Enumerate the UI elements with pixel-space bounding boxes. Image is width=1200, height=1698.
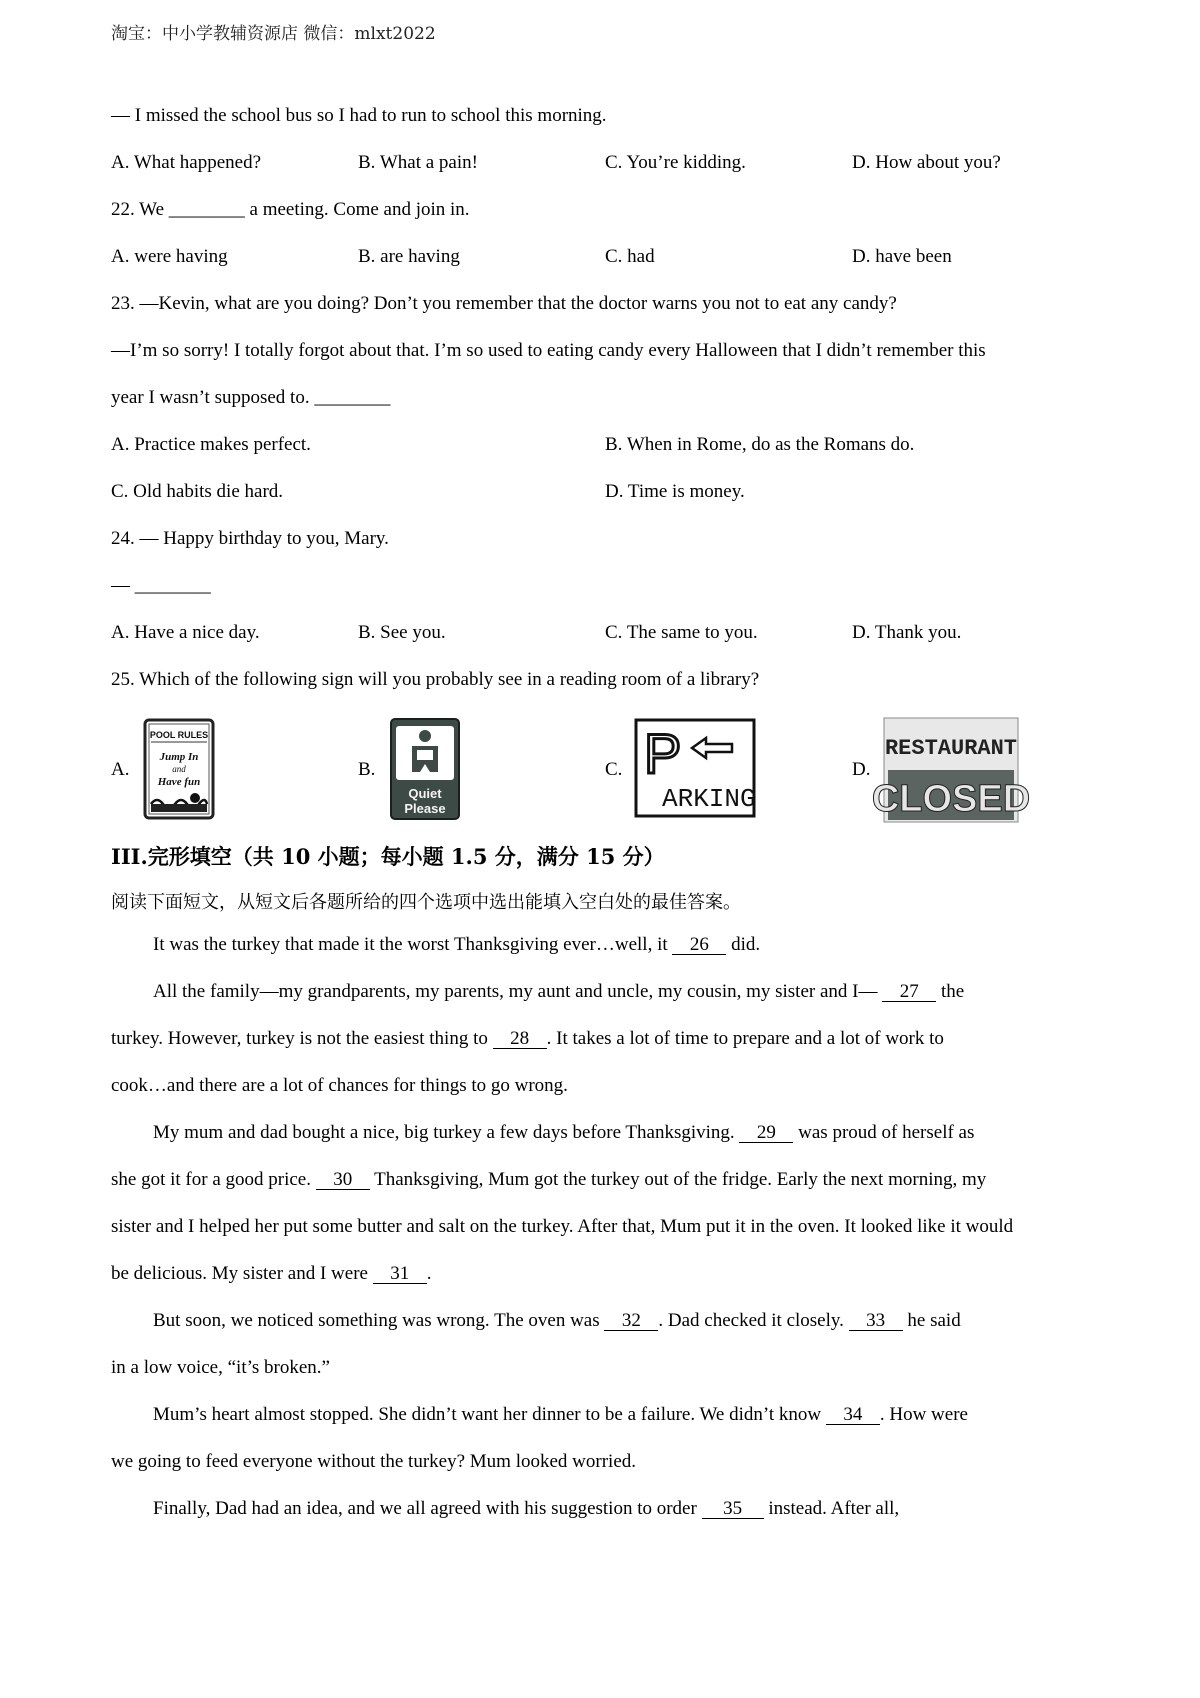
page-header: 淘宝：中小学教辅资源店 微信：mlxt2022	[111, 24, 436, 44]
q24-option-b: B. See you.	[358, 622, 446, 643]
passage-p3-line1	[153, 1122, 974, 1144]
q22-stem-before: 22. We	[111, 199, 169, 220]
passage-text: turkey. However, turkey is not the easiest thing to	[111, 1028, 493, 1049]
blank-29: 29	[739, 1124, 793, 1143]
passage-p3-line2	[111, 1169, 986, 1191]
passage-text: he said	[902, 1310, 961, 1331]
passage-p3-line4	[111, 1263, 431, 1285]
q21-option-c: C. You’re kidding.	[605, 152, 746, 173]
q24-option-c: C. The same to you.	[605, 622, 758, 643]
q22-option-c: C. had	[605, 246, 655, 267]
q24-option-a: A. Have a nice day.	[111, 622, 260, 643]
q25-label-d: D.	[852, 759, 871, 780]
passage-text: My mum and dad bought a nice, big turkey a few days before Thanksgiving.	[153, 1122, 740, 1143]
passage-p5-line1	[153, 1404, 968, 1426]
passage-text: All the family—my grandparents, my parents, my aunt and uncle, my cousin, my sister and I—	[153, 981, 883, 1002]
restaurant-sign-bottom: CLOSED	[871, 778, 1031, 820]
q22-blank: ________	[168, 199, 245, 220]
pool-sign-line2: and	[172, 764, 186, 774]
q23-option-c: C. Old habits die hard.	[111, 481, 284, 502]
passage-text: did.	[726, 934, 761, 955]
q23-option-a: A. Practice makes perfect.	[111, 434, 311, 455]
blank-33: 33	[849, 1312, 903, 1331]
passage-text: Mum’s heart almost stopped. She didn’t want her dinner to be a failure. We didn’t know	[153, 1404, 826, 1425]
passage-text: It was the turkey that made it the worst Thanksgiving ever…well, it	[153, 934, 673, 955]
blank-30: 30	[316, 1171, 370, 1190]
blank-35: 35	[702, 1500, 764, 1519]
q24-line1: 24. — Happy birthday to you, Mary.	[111, 528, 389, 549]
quiet-please-sign-image	[390, 718, 460, 820]
q23-option-b: B. When in Rome, do as the Romans do.	[605, 434, 915, 455]
q22-option-d: D. have been	[852, 246, 952, 267]
passage-text: Thanksgiving, Mum got the turkey out of the fridge. Early the next morning, my	[369, 1169, 987, 1190]
q25-label-a: A.	[111, 759, 130, 780]
restaurant-closed-sign-image	[871, 716, 1031, 824]
passage-p2-line1	[153, 981, 964, 1003]
blank-28: 28	[493, 1030, 547, 1049]
parking-sign-image	[634, 718, 760, 820]
passage-p4-line2: in a low voice, “it’s broken.”	[111, 1357, 330, 1378]
q21-option-d: D. How about you?	[852, 152, 1001, 173]
passage-text: . Dad checked it closely.	[658, 1310, 849, 1331]
blank-34: 34	[826, 1406, 880, 1425]
pool-sign-title: POOL RULES	[149, 730, 209, 740]
q22-stem	[111, 199, 470, 221]
passage-text: instead. After all,	[763, 1498, 900, 1519]
blank-32: 32	[604, 1312, 658, 1331]
q25-stem: 25. Which of the following sign will you probably see in a reading room of a library?	[111, 669, 760, 690]
passage-p6-line1	[153, 1498, 899, 1520]
blank-31: 31	[373, 1265, 427, 1284]
pool-sign-line3: Have fun	[157, 776, 201, 788]
q24-blank: ________	[134, 575, 211, 596]
passage-text: .	[426, 1263, 432, 1284]
quiet-sign-line2: Please	[404, 801, 446, 816]
blank-27: 27	[882, 983, 936, 1002]
passage-p2-line2	[111, 1028, 944, 1050]
q24-option-d: D. Thank you.	[852, 622, 962, 643]
passage-text: be delicious. My sister and I were	[111, 1263, 373, 1284]
parking-sign-word: ARKING	[662, 784, 756, 814]
q24-dash: —	[111, 575, 135, 596]
section-3-instruction: 阅读下面短文，从短文后各题所给的四个选项中选出能填入空白处的最佳答案。	[111, 892, 741, 913]
passage-p2-line3: cook…and there are a lot of chances for things to go wrong.	[111, 1075, 568, 1096]
passage-p4-line1	[153, 1310, 961, 1332]
passage-p3-line3: sister and I helped her put some butter and salt on the turkey. After that, Mum put it in the oven. It looked like it would	[111, 1216, 1014, 1237]
blank-26: 26	[672, 936, 726, 955]
q23-blank: ________	[314, 387, 391, 408]
passage-text: was proud of herself as	[793, 1122, 975, 1143]
q23-option-d: D. Time is money.	[605, 481, 745, 502]
passage-text: she got it for a good price.	[111, 1169, 316, 1190]
pool-sign-line1: Jump In	[159, 751, 199, 763]
q24-line2	[111, 575, 211, 597]
passage-p5-line2: we going to feed everyone without the turkey? Mum looked worried.	[111, 1451, 636, 1472]
section-3-title: III.完形填空（共 10 小题；每小题 1.5 分，满分 15 分）	[111, 844, 665, 869]
passage-text: . How were	[879, 1404, 968, 1425]
q22-option-b: B. are having	[358, 246, 460, 267]
q22-stem-after: a meeting. Come and join in.	[244, 199, 470, 220]
passage-text: But soon, we noticed something was wrong. The oven was	[153, 1310, 605, 1331]
restaurant-sign-top: RESTAURANT	[884, 736, 1018, 761]
q23-line2: —I’m so sorry! I totally forgot about that. I’m so used to eating candy every Halloween that I didn’t remember this	[111, 340, 986, 361]
q25-label-b: B.	[358, 759, 376, 780]
passage-text: . It takes a lot of time to prepare and a lot of work to	[546, 1028, 944, 1049]
quiet-sign-line1: Quiet	[408, 786, 442, 801]
q23-line1: 23. —Kevin, what are you doing? Don’t you remember that the doctor warns you not to eat any candy?	[111, 293, 897, 314]
passage-text: the	[936, 981, 965, 1002]
q21-stem: — I missed the school bus so I had to run to school this morning.	[111, 105, 607, 126]
passage-p1	[153, 934, 760, 956]
q23-line3	[111, 387, 390, 409]
q21-option-a: A. What happened?	[111, 152, 262, 173]
q25-label-c: C.	[605, 759, 623, 780]
q21-option-b: B. What a pain!	[358, 152, 478, 173]
pool-rules-sign-image	[143, 718, 215, 820]
q22-option-a: A. were having	[111, 246, 228, 267]
passage-text: Finally, Dad had an idea, and we all agreed with his suggestion to order	[153, 1498, 702, 1519]
parking-sign-letter: P	[644, 722, 682, 785]
q23-line3-text: year I wasn’t supposed to.	[111, 387, 315, 408]
